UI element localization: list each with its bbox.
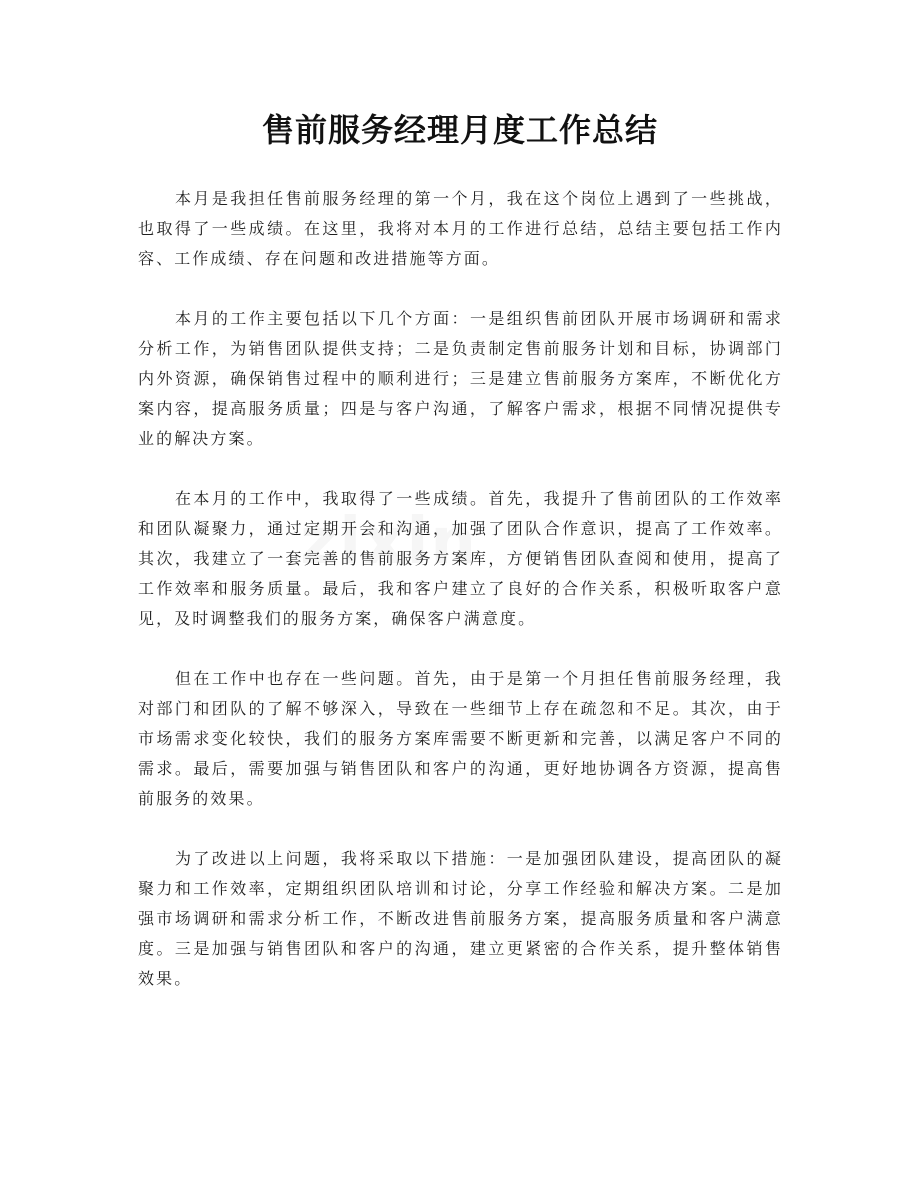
paragraph-problems: 但在工作中也存在一些问题。首先，由于是第一个月担任售前服务经理，我对部门和团队的了解不够深入，导致在一些细节上存在疏忽和不足。其次，由于市场需求变化较快，我们的服务方案库需要不断更新和完善，以满足客户不同的需求。最后，需要加强与销售团队和客户的沟通，更好地协调各方资源，提高售前服务的效果。 (138, 669, 783, 808)
document-body (138, 184, 783, 1024)
paragraph-intro: 本月是我担任售前服务经理的第一个月，我在这个岗位上遇到了一些挑战，也取得了一些成绩。在这里，我将对本月的工作进行总结，总结主要包括工作内容、工作成绩、存在问题和改进措施等方面。 (138, 189, 783, 268)
watermark: zixin (300, 505, 478, 579)
paragraph-achievements: 在本月的工作中，我取得了一些成绩。首先，我提升了售前团队的工作效率和团队凝聚力，通过定期开会和沟通，加强了团队合作意识，提高了工作效率。其次，我建立了一套完善的售前服务方案库，方便销售团队查阅和使用，提高了工作效率和服务质量。最后，我和客户建立了良好的合作关系，积极听取客户意见，及时调整我们的服务方案，确保客户满意度。 (138, 489, 783, 628)
paragraph-work-content: 本月的工作主要包括以下几个方面：一是组织售前团队开展市场调研和需求分析工作，为销售团队提供支持；二是负责制定售前服务计划和目标，协调部门内外资源，确保销售过程中的顺利进行；三是建立售前服务方案库，不断优化方案内容，提高服务质量；四是与客户沟通，了解客户需求，根据不同情况提供专业的解决方案。 (138, 309, 783, 448)
paragraph-improvements: 为了改进以上问题，我将采取以下措施：一是加强团队建设，提高团队的凝聚力和工作效率，定期组织团队培训和讨论，分享工作经验和解决方案。二是加强市场调研和需求分析工作，不断改进售前服务方案，提高服务质量和客户满意度。三是加强与销售团队和客户的沟通，建立更紧密的合作关系，提升整体销售效果。 (138, 849, 783, 988)
page-title: 售前服务经理月度工作总结 (261, 111, 658, 149)
